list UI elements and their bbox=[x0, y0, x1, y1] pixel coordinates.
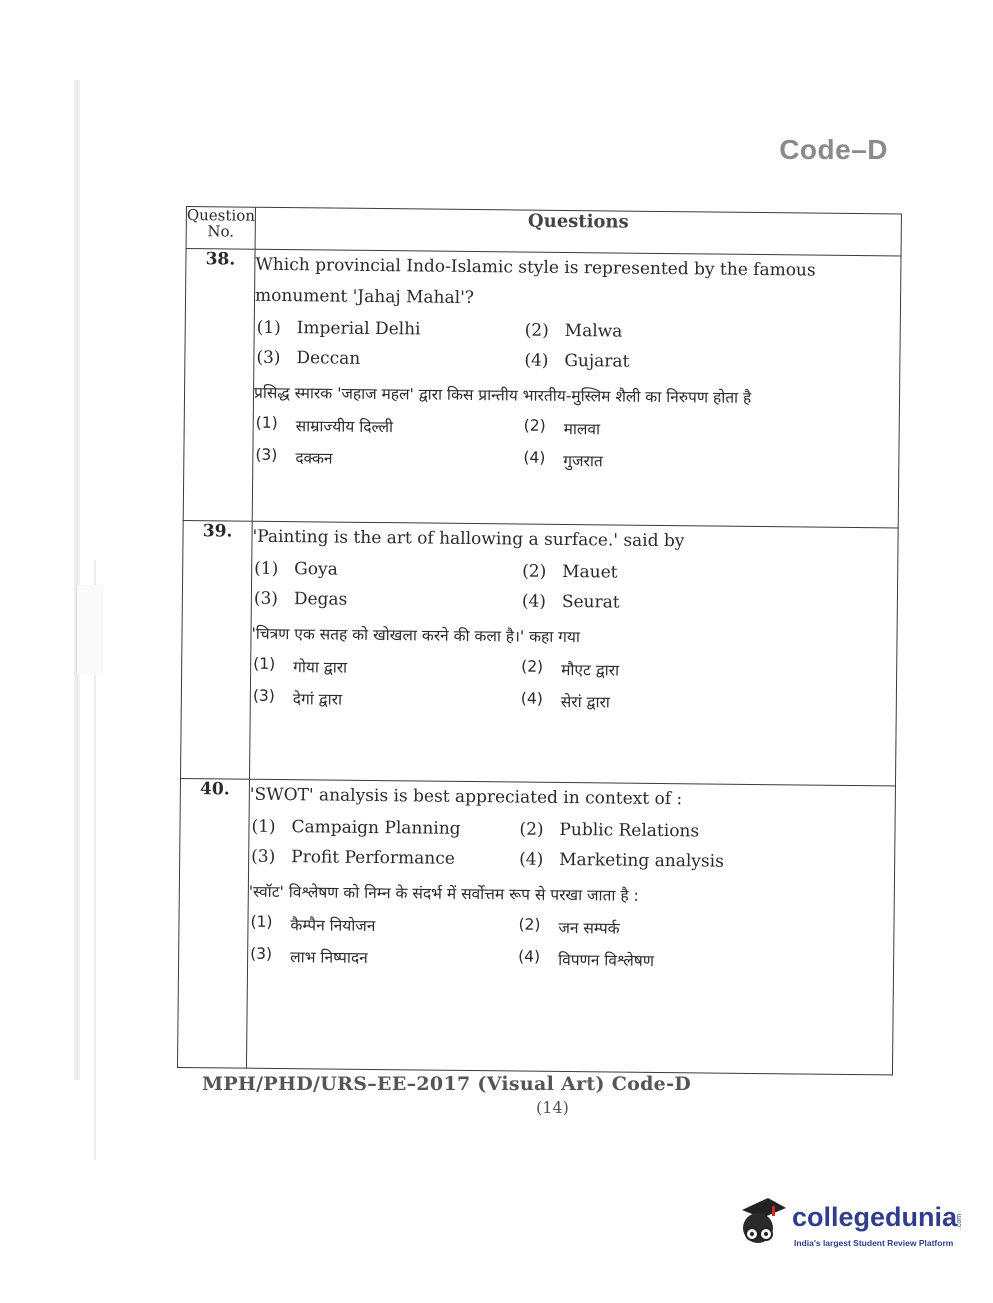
margin-mark bbox=[76, 585, 103, 675]
question-number: 40. bbox=[177, 778, 249, 1068]
question-row bbox=[183, 249, 901, 528]
brand-tagline: India's largest Student Review Platform bbox=[794, 1238, 954, 1248]
option-text: लाभ निष्पादन bbox=[290, 948, 368, 967]
option-number: (4) bbox=[521, 591, 547, 612]
brand-domain: .com bbox=[956, 1213, 964, 1230]
option bbox=[255, 446, 523, 471]
option-text: Degas bbox=[293, 589, 348, 610]
questions-header: Questions bbox=[255, 207, 901, 256]
table-header-row bbox=[186, 207, 901, 256]
question-table bbox=[177, 206, 902, 1075]
option-number: (3) bbox=[255, 445, 278, 464]
options-hindi bbox=[250, 913, 894, 974]
collegedunia-watermark[interactable] bbox=[734, 1196, 964, 1256]
options-english bbox=[256, 318, 899, 375]
option-number: (4) bbox=[518, 947, 541, 966]
option-number: (2) bbox=[523, 416, 546, 435]
question-stem-hindi: 'चित्रण एक सतह को खोखला करने की कला है।' कहा गया bbox=[251, 624, 581, 647]
option-text: मालवा bbox=[563, 419, 601, 439]
option-number: (4) bbox=[520, 689, 543, 708]
option-text: Goya bbox=[294, 559, 338, 580]
option-number: (2) bbox=[518, 915, 541, 934]
option-text: देगां द्वारा bbox=[292, 690, 343, 709]
option-text: विपणन विश्लेषण bbox=[558, 950, 655, 970]
question-body bbox=[250, 521, 899, 786]
option-text: मौएट द्वारा bbox=[561, 660, 620, 680]
option bbox=[251, 817, 519, 840]
question-row bbox=[181, 520, 899, 785]
option-text: Imperial Delhi bbox=[296, 318, 421, 340]
page-number: (14) bbox=[536, 1098, 569, 1117]
option-number: (1) bbox=[250, 912, 273, 931]
option-number: (1) bbox=[251, 816, 276, 837]
question-number: 39. bbox=[181, 520, 253, 779]
option-text: दक्कन bbox=[295, 449, 333, 468]
question-stem-hindi: 'स्वॉट' विश्लेषण को निम्न के संदर्भ में सर्वोत्तम रूप से परखा जाता है : bbox=[248, 882, 639, 905]
option-number: (1) bbox=[255, 413, 278, 432]
scan-shadow bbox=[74, 80, 80, 1080]
option bbox=[254, 559, 522, 582]
option-text: सेरां द्वारा bbox=[560, 692, 610, 712]
option-number: (1) bbox=[253, 654, 276, 673]
option bbox=[519, 820, 894, 844]
question-stem-english: 'SWOT' analysis is best appreciated in context of : bbox=[249, 784, 683, 810]
option bbox=[519, 850, 894, 874]
question-row bbox=[177, 778, 895, 1074]
option-number: (3) bbox=[250, 944, 273, 963]
question-stem-english: Which provincial Indo-Islamic style is represented by the famous monument 'Jahaj Mahal'? bbox=[254, 254, 816, 309]
option bbox=[253, 687, 521, 712]
option bbox=[524, 417, 899, 443]
option-number: (3) bbox=[251, 846, 276, 867]
option bbox=[521, 690, 896, 716]
question-no-header: Question No. bbox=[186, 207, 255, 250]
option-number: (4) bbox=[523, 448, 546, 467]
option-text: Gujarat bbox=[564, 350, 630, 372]
footer-title: MPH/PHD/URS–EE–2017 (Visual Art) Code-D bbox=[202, 1073, 692, 1095]
option bbox=[253, 655, 521, 680]
option-number: (2) bbox=[519, 819, 544, 840]
option-number: (3) bbox=[252, 686, 275, 705]
option-text: साम्राज्यीय दिल्ली bbox=[295, 417, 394, 437]
option-text: जन सम्पर्क bbox=[558, 918, 620, 938]
option-text: गुजरात bbox=[563, 451, 603, 471]
mascot-icon bbox=[734, 1196, 788, 1252]
option-text: Public Relations bbox=[559, 819, 700, 842]
option-number: (3) bbox=[253, 588, 279, 609]
option-number: (2) bbox=[524, 320, 549, 341]
option bbox=[257, 318, 525, 341]
option bbox=[522, 562, 897, 586]
option-text: Profit Performance bbox=[291, 847, 455, 869]
option-number: (1) bbox=[256, 317, 281, 338]
options-hindi bbox=[253, 655, 897, 716]
option-text: Mauet bbox=[562, 561, 618, 583]
options-english bbox=[254, 559, 897, 616]
option bbox=[522, 592, 897, 616]
question-stem-hindi: प्रसिद्ध स्मारक 'जहाज महल' द्वारा किस प्रान्तीय भारतीय-मुस्लिम शैली का निरुपण होता है bbox=[253, 383, 752, 407]
question-stem-english: 'Painting is the art of hallowing a surface.' said by bbox=[252, 526, 685, 552]
paper-code: Code–D bbox=[779, 134, 888, 165]
question-body bbox=[252, 249, 901, 528]
question-sheet bbox=[177, 206, 902, 1075]
option bbox=[518, 948, 893, 974]
option bbox=[256, 414, 524, 439]
option bbox=[521, 658, 896, 684]
option bbox=[523, 449, 898, 475]
option-text: Campaign Planning bbox=[291, 817, 461, 839]
option-text: Malwa bbox=[564, 320, 623, 342]
brand-name: collegedunia bbox=[792, 1202, 958, 1232]
option bbox=[250, 945, 518, 970]
option-number: (4) bbox=[524, 350, 549, 371]
question-body bbox=[246, 779, 895, 1075]
option-number: (2) bbox=[521, 657, 544, 676]
option bbox=[250, 913, 518, 938]
option bbox=[524, 351, 899, 375]
option-number: (4) bbox=[519, 849, 544, 870]
option bbox=[518, 916, 893, 942]
option bbox=[256, 348, 524, 371]
options-hindi bbox=[255, 414, 899, 475]
option-text: गोया द्वारा bbox=[293, 658, 348, 677]
option-number: (3) bbox=[256, 347, 281, 368]
option-text: Seurat bbox=[561, 591, 620, 613]
option-number: (2) bbox=[522, 561, 547, 582]
option-text: Deccan bbox=[296, 348, 361, 369]
question-number: 38. bbox=[183, 249, 255, 522]
option bbox=[251, 847, 519, 870]
option bbox=[525, 321, 900, 345]
options-english bbox=[251, 817, 894, 874]
option-number: (1) bbox=[254, 558, 279, 579]
option-text: कैम्पैन नियोजन bbox=[290, 916, 376, 936]
option bbox=[254, 589, 522, 612]
option-text: Marketing analysis bbox=[559, 849, 724, 872]
